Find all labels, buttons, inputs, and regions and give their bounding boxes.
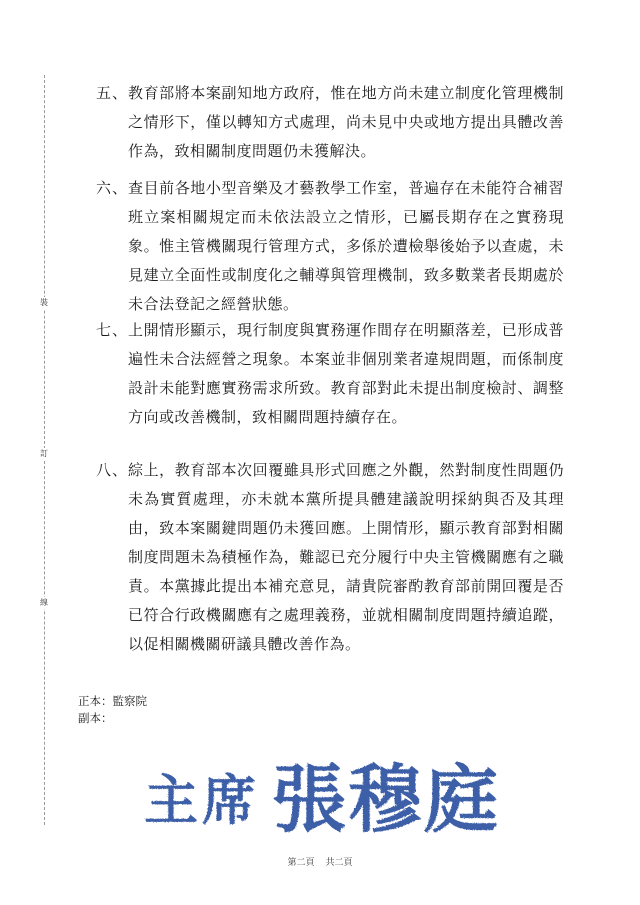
item-label: 六、	[96, 179, 129, 197]
item-label: 八、	[96, 461, 129, 479]
item-text: 教育部將本案副知地方政府，惟在地方尚未建立制度化管理機制之情形下，僅以轉知方式處理，尚未見中央或地方提出具體改善作為，致相關制度問題仍未獲解決。	[128, 84, 564, 160]
page-total: 共二頁	[325, 858, 353, 868]
item-text: 綜上，教育部本次回覆雖具形式回應之外觀，然對制度性問題仍未為實質處理，亦未就本黨所提具體建議說明採納與否及其理由，致本案關鍵問題仍未獲回應。上開情形，顯示教育部對相關制度問題未為積極作為，難認已充分履行中央主管機關應有之職責。本黨據此提出本補充意見，請貴院審酌教育部前開回覆是否已符合行政機關應有之處理義務，並就相關制度問題持續追蹤，以促相關機關研議具體改善作為。	[128, 461, 564, 653]
page-footer	[0, 855, 640, 868]
item-label: 七、	[96, 321, 129, 339]
binding-mark-xian: 線	[36, 597, 52, 609]
page-number: 第二頁	[287, 858, 315, 868]
binding-mark-ding: 訂	[36, 448, 52, 460]
item-text: 查目前各地小型音樂及才藝教學工作室，普遍存在未能符合補習班立案相關規定而未依法設立之情形，已屬長期存在之實務現象。惟主管機關現行管理方式，多係於遭檢舉後始予以查處，未見建立全面性或制度化之輔導與管理機制，致多數業者長期處於未合法登記之經營狀態。	[128, 179, 564, 313]
recipient-main: 正本：監察院	[78, 694, 147, 708]
item-label: 五、	[96, 84, 129, 102]
recipient-copy: 副本：	[78, 711, 113, 725]
seal-title: 主席	[144, 768, 260, 832]
chairman-seal	[140, 733, 500, 843]
seal-name: 張穆庭	[272, 757, 500, 843]
item-text: 上開情形顯示，現行制度與實務運作間存在明顯落差，已形成普遍性未合法經營之現象。本案並非個別業者違規問題，而係制度設計未能對應實務需求所致。教育部對此未提出制度檢討、調整方向或改善機制，致相關問題持續存在。	[128, 321, 564, 426]
binding-mark-zhuang: 裝	[36, 297, 52, 309]
